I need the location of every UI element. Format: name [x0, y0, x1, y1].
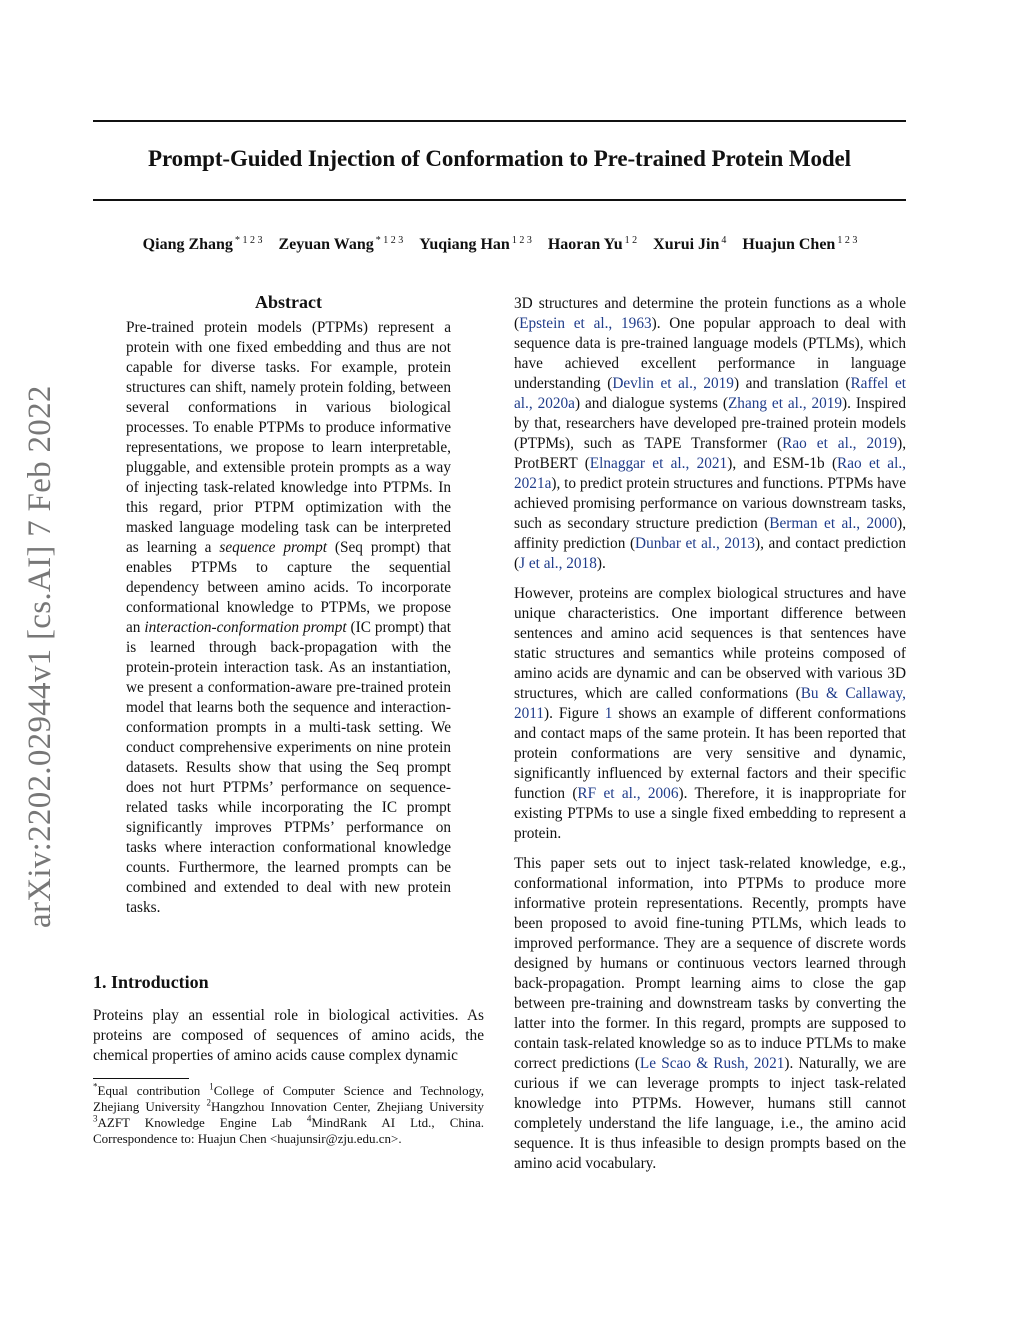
citation-link[interactable]: Dunbar et al., 2013 [635, 535, 756, 552]
author: Xurui Jin $^4$ [653, 234, 727, 253]
footnote: *Equal contribution $^1$College of Computer Science and Technology, Zhejiang University $^2$Hangzhou Innovation Center, Zhejiang University $^3$AZFT Knowledge Engine Lab $^4$MindRank AI Ltd., China. Correspondence to: Huajun Chen <huajunsir@zju.edu.cn>. [93, 1078, 484, 1147]
citation-link[interactable]: Devlin et al., 2019 [612, 375, 734, 392]
abstract-text: Pre-trained protein models (PTPMs) represent a protein with one fixed embedding and thus are not capable for diverse tasks. For example, protein structures can shift, namely protein folding, between several conformations in various biological processes. To enable PTPMs to produce informative representations, we propose to learn interpretable, pluggable, and extensible protein prompts as a way of injecting task-related knowledge into PTPMs. In this regard, prior PTPM optimization with the masked language modeling task can be interpreted as learning a sequence prompt (Seq prompt) that enables PTPMs to capture the sequential dependency between amino acids. To incorporate conformational knowledge to PTPMs, we propose an interaction-conformation prompt (IC prompt) that is learned through back-propagation with the protein-protein interaction task. As an instantiation, we present a conformation-aware pre-trained protein model that learns both the sequence and interaction-conformation prompts in a multi-task setting. We conduct comprehensive experiments on nine protein datasets. Results show that using the Seq prompt does not hurt PTPMs’ performance on sequence-related tasks while incorporating the IC prompt significantly improves PTPMs’ performance on tasks where interaction conformational knowledge counts. Furthermore, the learned prompts can be combined and extended to deal with new protein tasks. [126, 319, 452, 916]
right-column [514, 294, 906, 1174]
citation-link[interactable]: Rao et al., 2019 [782, 435, 898, 452]
paragraph: This paper sets out to inject task-related knowledge, e.g., conformational information, into PTPMs to produce more informative protein representations. Recently, prompts have been proposed to avoid fine-tuning PTLMs, which leads to improved performance. They are a sequence of discrete words designed by humans or continuous vectors learned through back-propagation. Prompt learning aims to close the gap between pre-training and downstream tasks by converting the latter into the former. In this regard, prompts are supposed to contain task-related knowledge so as to induce PTLMs to make correct predictions (Le Scao & Rush, 2021). Naturally, we are curious if we can leverage prompts to inject task-related knowledge into PTPMs. However, humans still cannot completely understand the life language, i.e., the amino acid sequence. It is thus infeasible to design prompts based on the amino acid vocabulary. [514, 855, 907, 1172]
citation-link[interactable]: Le Scao & Rush, 2021 [639, 1055, 785, 1072]
citation-link[interactable]: Bu & Callaway, 2011 [514, 685, 906, 722]
introduction-section [93, 972, 484, 1066]
abstract-heading: Abstract [255, 292, 322, 312]
citation-link[interactable]: J et al., 2018 [519, 555, 597, 572]
citation-link[interactable]: Zhang et al., 2019 [727, 395, 843, 412]
author: Zeyuan Wang $^{* 1 2 3}$ [278, 234, 404, 253]
introduction-paragraph: Proteins play an essential role in biological activities. As proteins are composed of sequences of amino acids, the chemical properties of amino acids cause complex dynamic [93, 1007, 484, 1064]
citation-link[interactable]: Elnaggar et al., 2021 [589, 455, 728, 472]
figure-reference-link[interactable]: 1 [604, 705, 613, 722]
footnote-rule [93, 1078, 189, 1079]
title-rule-bottom [93, 199, 906, 201]
title-rule-top [93, 120, 906, 122]
author: Yuqiang Han $^{1 2 3}$ [419, 234, 532, 253]
citation-link[interactable]: Raffel et al., 2020a [514, 375, 906, 412]
author: Haoran Yu $^{1 2}$ [547, 234, 638, 253]
introduction-heading: 1. Introduction [93, 972, 209, 992]
paper-title: Prompt-Guided Injection of Conformation to Pre-trained Protein Model [148, 146, 851, 171]
author: Huajun Chen $^{1 2 3}$ [742, 234, 858, 253]
citation-link[interactable]: Epstein et al., 1963 [519, 315, 652, 332]
citation-link[interactable]: Berman et al., 2000 [769, 515, 898, 532]
paragraph: However, proteins are complex biological structures and have unique characteristics. One important difference between sentences and amino acid sequences is that sentences have static structures and semantics while proteins composed of amino acids are dynamic and can be observed with various 3D structures, which are called conformations (Bu & Callaway, 2011). Figure 1 shows an example of different conformations and contact maps of the same protein. It has been reported that protein conformations are very sensitive and dynamic, significantly influenced by external factors and their specific function (RF et al., 2006). Therefore, it is inappropriate for existing PTPMs to use a single fixed embedding to represent a protein. [514, 585, 906, 842]
author-list [60, 236, 940, 254]
citation-link[interactable]: Rao et al., 2021a [514, 455, 906, 492]
abstract-section [126, 292, 451, 918]
author: Qiang Zhang $^{* 1 2 3}$ [142, 234, 263, 253]
paragraph: 3D structures and determine the protein functions as a whole (Epstein et al., 1963). One popular approach to deal with sequence data is pre-trained language models (PTLMs), which have achieved excellent performance in language understanding (Devlin et al., 2019) and translation (Raffel et al., 2020a) and dialogue systems (Zhang et al., 2019). Inspired by that, researchers have developed pre-trained protein models (PTPMs), such as TAPE Transformer (Rao et al., 2019), ProtBERT (Elnaggar et al., 2021), and ESM-1b (Rao et al., 2021a), to predict protein structures and functions. PTPMs have achieved promising performance on various downstream tasks, such as secondary structure prediction (Berman et al., 2000), affinity prediction (Dunbar et al., 2013), and contact prediction (J et al., 2018). [514, 295, 907, 572]
arxiv-identifier: arXiv:2202.02944v1 [cs.AI] 7 Feb 2022 [22, 385, 58, 928]
citation-link[interactable]: RF et al., 2006 [577, 785, 679, 802]
